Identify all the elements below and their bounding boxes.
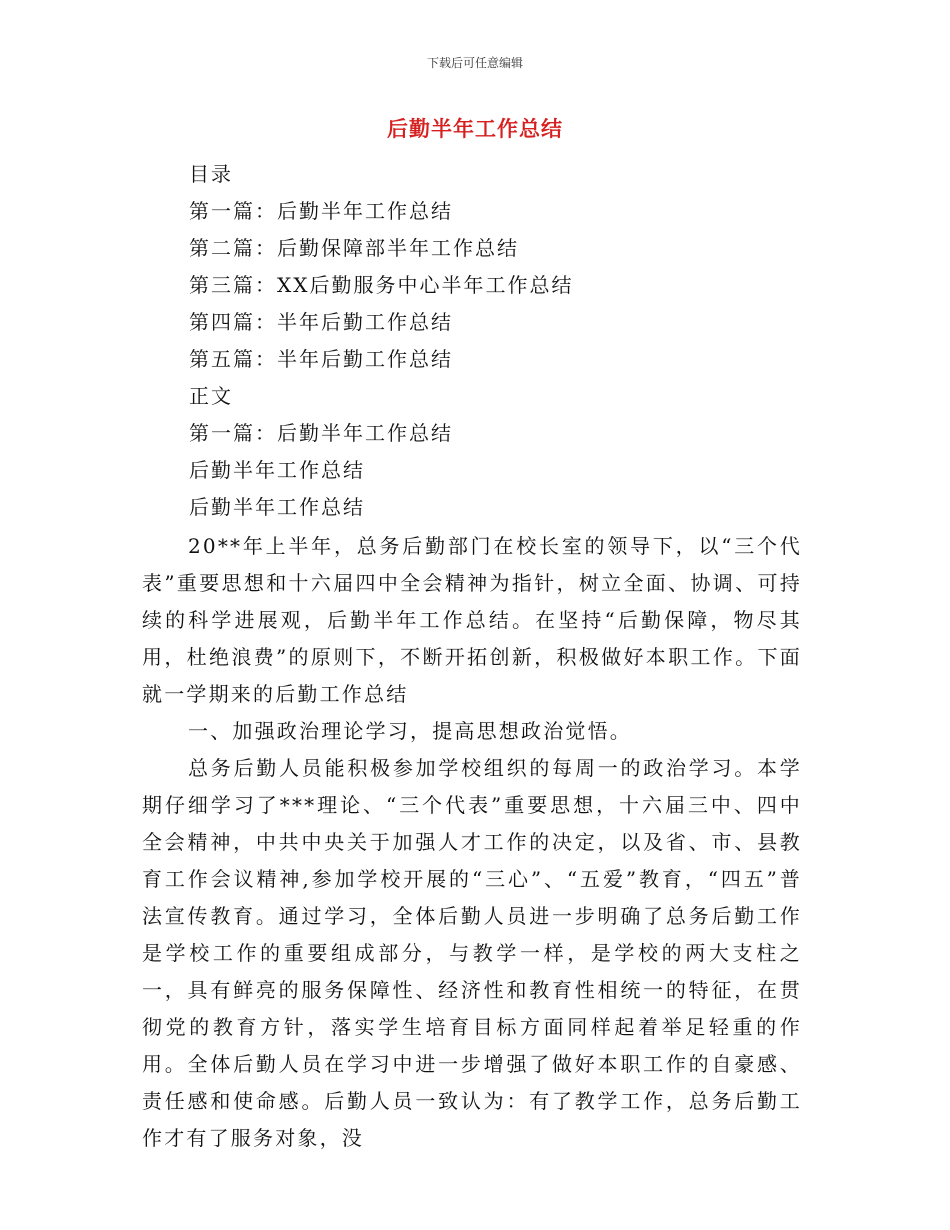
section-subtitle-2: 后勤半年工作总结	[189, 495, 365, 519]
section-heading: 第一篇：后勤半年工作总结	[189, 421, 453, 445]
toc-item-5: 第五篇：半年后勤工作总结	[189, 347, 453, 371]
table-of-contents	[189, 159, 573, 529]
toc-item-2: 第二篇：后勤保障部半年工作总结	[189, 236, 519, 260]
document-title: 后勤半年工作总结	[387, 117, 563, 141]
document-body	[142, 528, 802, 1157]
body-heading: 正文	[189, 384, 233, 408]
paragraph-heading-1: 一、加强政治理论学习，提高思想政治觉悟。	[188, 719, 632, 743]
paragraph-study: 总务后勤人员能积极参加学校组织的每周一的政治学习。本学期仔细学习了***理论、“三个代表”重要思想，十六届三中、四中全会精神，中共中央关于加强人才工作的决定，以及省、市、县教育工作会议精神,参加学校开展的“三心”、“五爱”教育，“四五”普法宣传教育。通过学习，全体后勤人员进一步明确了总务后勤工作是学校工作的重要组成部分，与教学一样，是学校的两大支柱之一，具有鲜亮的服务保障性、经济性和教育性相统一的特征，在贯彻党的教育方针，落实学生培育目标方面同样起着举足轻重的作用。全体后勤人员在学习中进一步增强了做好本职工作的自豪感、责任感和使命感。后勤人员一致认为：有了教学工作，总务后勤工作才有了服务对象，没	[142, 756, 802, 1150]
page-header-note: 下载后可任意编辑	[426, 56, 523, 70]
section-subtitle-1: 后勤半年工作总结	[189, 458, 365, 482]
toc-item-4: 第四篇：半年后勤工作总结	[189, 310, 453, 334]
toc-item-3: 第三篇：XX后勤服务中心半年工作总结	[189, 273, 574, 297]
toc-heading: 目录	[189, 162, 233, 186]
paragraph-intro: 20**年上半年，总务后勤部门在校长室的领导下，以“三个代表”重要思想和十六届四中全会精神为指针，树立全面、协调、可持续的科学进展观，后勤半年工作总结。在坚持“后勤保障，物尽其用，杜绝浪费”的原则下，不断开拓创新，积极做好本职工作。下面就一学期来的后勤工作总结	[142, 534, 802, 706]
toc-item-1: 第一篇：后勤半年工作总结	[189, 199, 453, 223]
